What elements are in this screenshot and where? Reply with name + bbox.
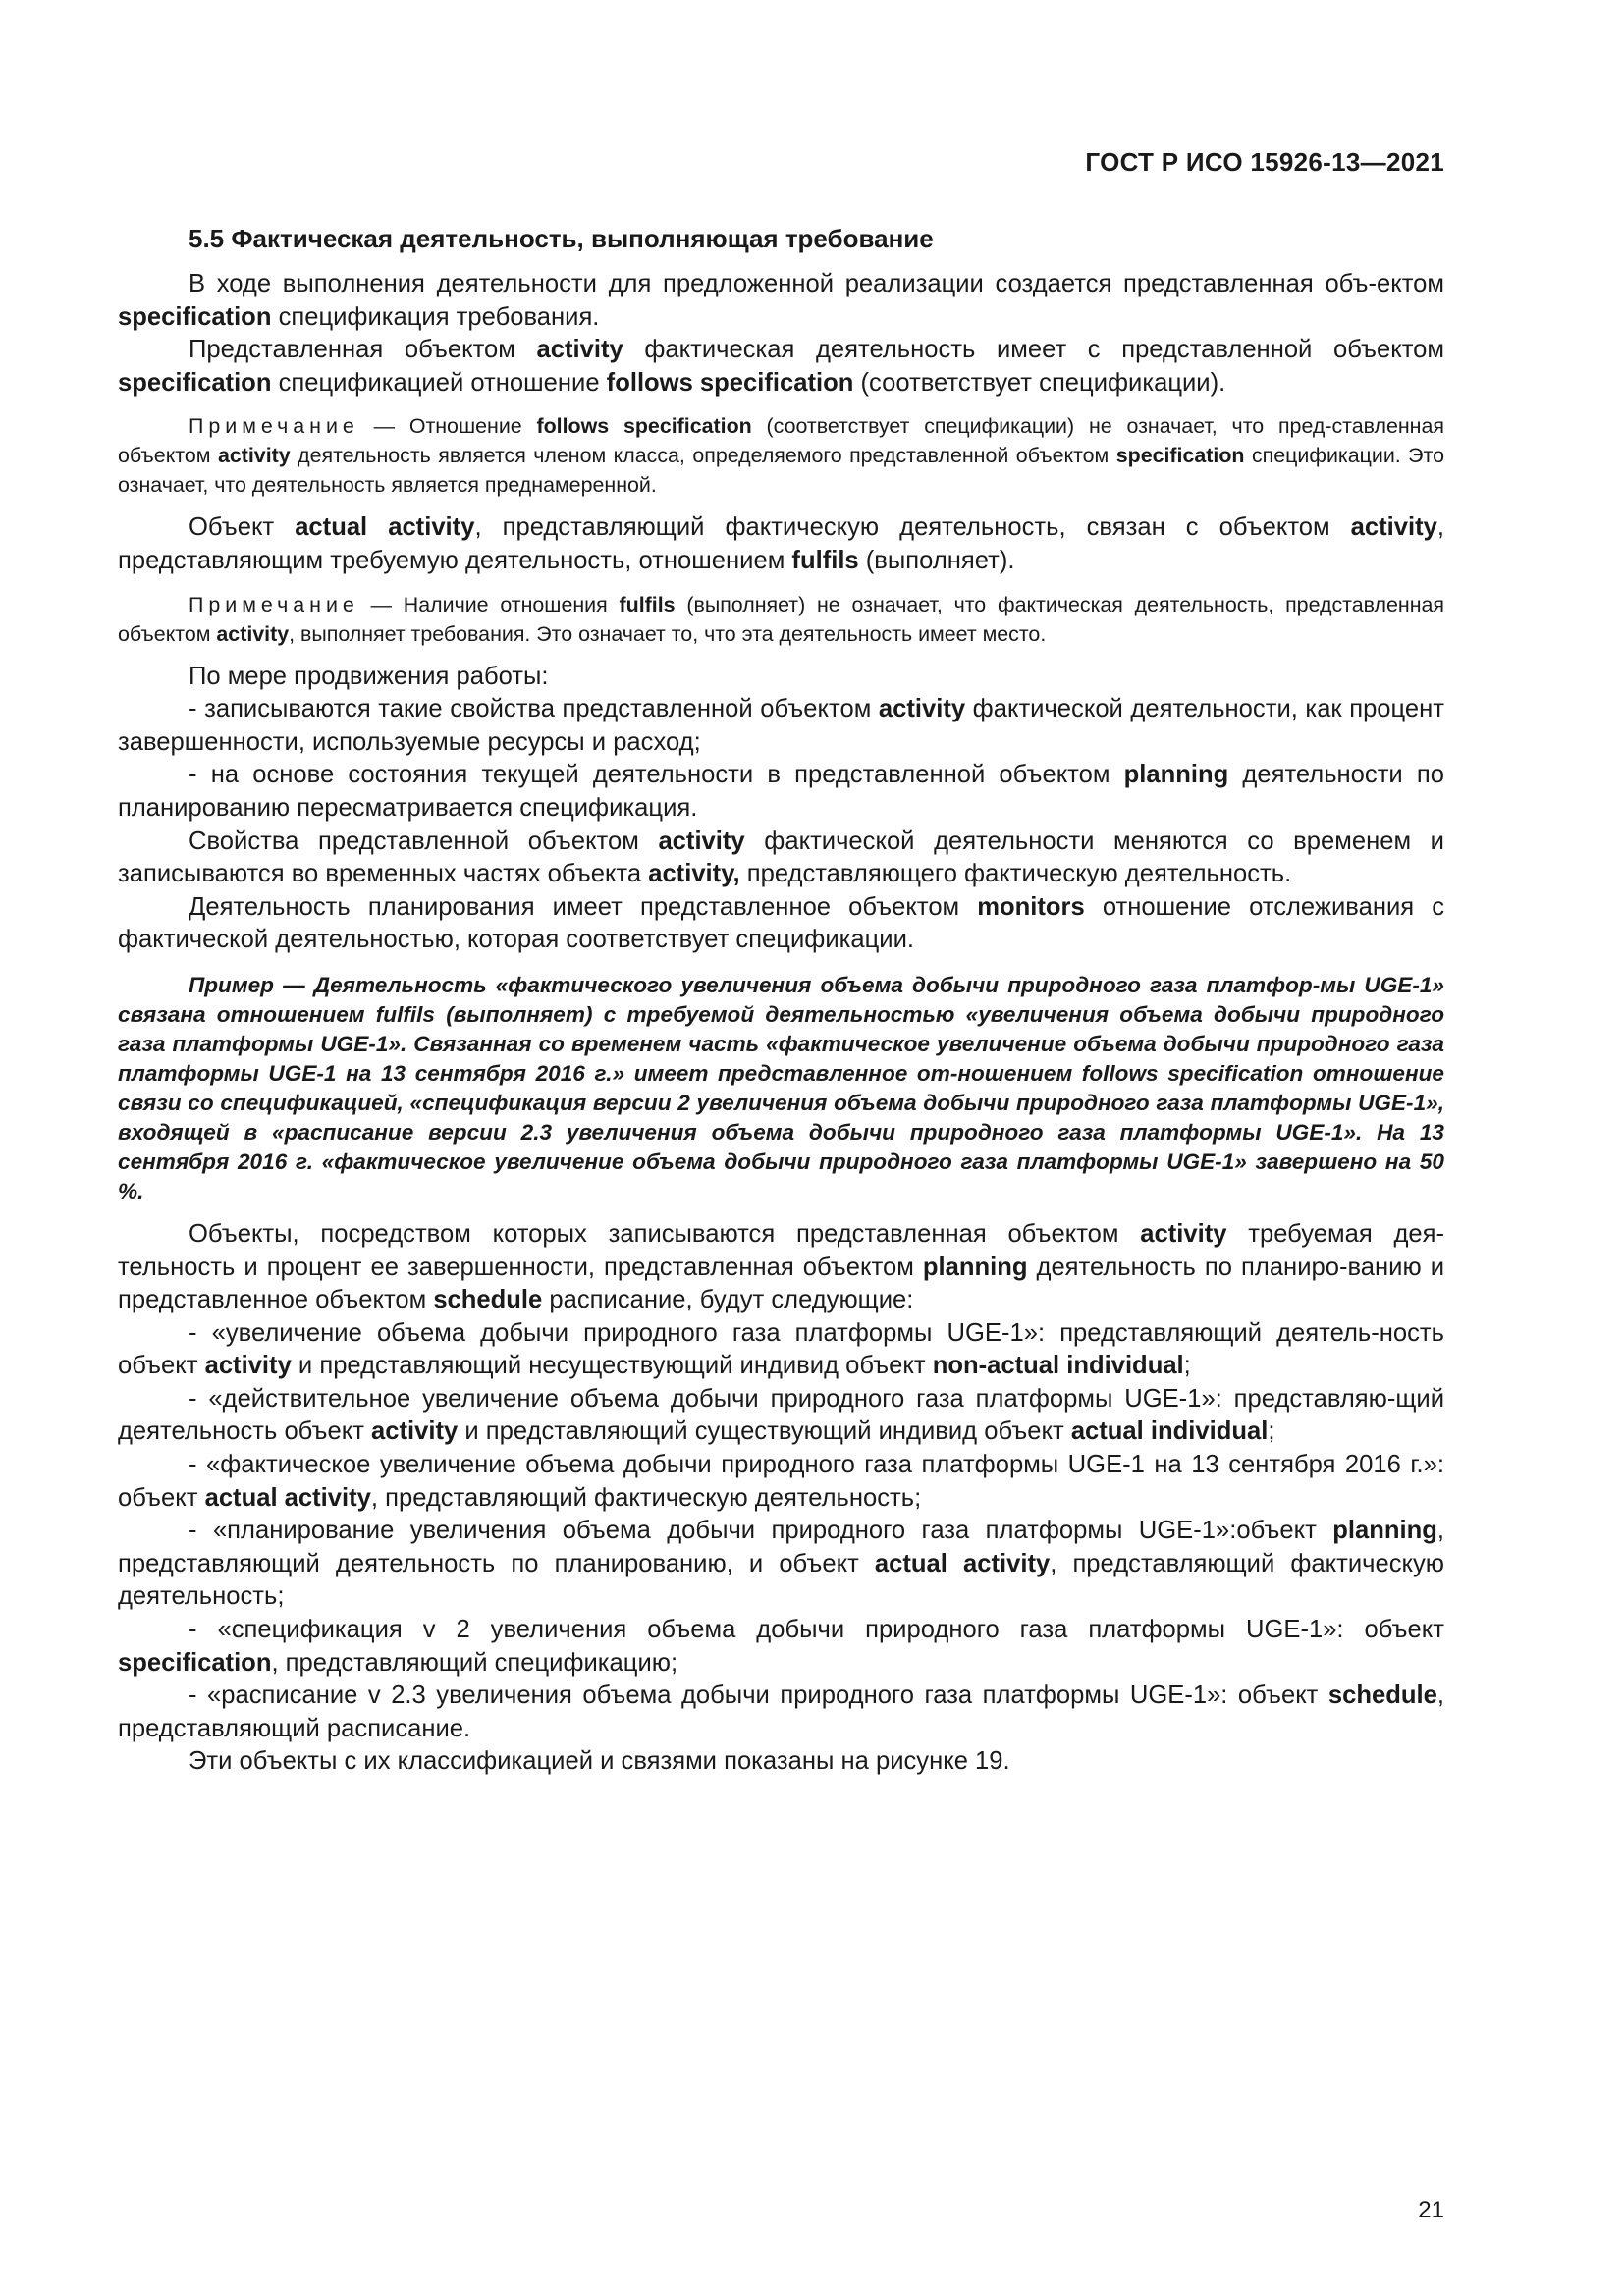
text-span: - «увеличение объема добычи природного газа платформы UGE-1»: представляющий деятель-ность объект — [118, 1318, 1444, 1380]
section-heading: 5.5 Фактическая деятельность, выполняющая требование — [189, 224, 934, 253]
example-block: Пример — Деятельность «фактического увеличения объема добычи природного газа платфор-мы UGE-1» связана отношением fulfils (выполняет) с требуемой деятельностью «увеличения объема добычи природного газа платформы UGE-1». Связанная со временем часть «фактическое увеличение объема добычи природного газа платформы UGE-1 на 13 сентября 2016 г.» имеет представленное от-ношением follows specification отношение связи со спецификацией, «спецификация версии 2 увеличения объема добычи природного газа платформы UGE-1», входящей в «расписание версии 2.3 увеличения объема добычи природного газа платформы UGE-1». На 13 сентября 2016 г. «фактическое увеличение объема добычи природного газа платформы UGE-1» завершено на 50 %. — [118, 972, 1444, 1203]
text-span: фактической деятельности меняются со временем и записываются во временных частях объекта — [118, 827, 1444, 888]
text-span: спецификацией отношение — [271, 368, 607, 397]
text-span: отношение отслеживания с фактической деятельностью, которая соответствует спецификации. — [118, 892, 1444, 954]
text-span: представляющего фактическую деятельность. — [739, 860, 1292, 888]
text-span: - «спецификация v 2 увеличения объема добычи природного газа платформы UGE-1»: объект — [189, 1616, 1444, 1644]
text-span: (выполняет) не означает, что фактическая деятельность, представленная объектом — [118, 592, 1444, 646]
term-follows-specification: follows specification — [536, 414, 752, 439]
term-activity: activity — [878, 695, 966, 723]
paragraph-5 — [118, 826, 1444, 891]
text-span: , представляющий фактическую деятельность; — [118, 1549, 1445, 1611]
list-item — [118, 1680, 1444, 1745]
page-body — [118, 224, 1444, 1779]
term-specification: specification — [1115, 444, 1245, 468]
term-fulfils: fulfils — [791, 546, 859, 574]
text-span: , выполняет требования. Это означает то, что эта деятельность имеет место. — [289, 621, 1047, 646]
note-label: Примечание — [189, 592, 359, 616]
paragraph-8: Эти объекты с их классификацией и связями показаны на рисунке 19. — [189, 1747, 1010, 1776]
text-span: - «расписание v 2.3 увеличения объема добычи природного газа платформы UGE-1»: объект — [189, 1682, 1328, 1710]
term-specification: specification — [118, 368, 272, 397]
term-planning: planning — [922, 1253, 1028, 1281]
text-span: - «фактическое увеличение объема добычи природного газа платформы UGE-1 на 13 сентября 2016 г.»: объект — [118, 1451, 1444, 1512]
term-activity: activity — [204, 1352, 292, 1380]
term-fulfils: fulfils — [619, 592, 676, 616]
term-follows-specification: follows specification — [606, 368, 854, 397]
page-number: 21 — [1418, 2197, 1444, 2223]
text-span: - записываются такие свойства представленной объектом — [189, 695, 879, 723]
text-span: деятельность по планиро-ванию и представленное объектом — [118, 1253, 1444, 1314]
text-span: , представляющий фактическую деятельность, связан с объектом — [474, 513, 1351, 542]
term-actual-activity: actual activity — [295, 513, 475, 542]
term-planning: planning — [1123, 761, 1229, 789]
list-item — [118, 1515, 1444, 1614]
note-label: Примечание — [189, 414, 359, 439]
text-span: — Наличие отношения — [358, 592, 620, 616]
text-span: и представляющий несуществующий индивид объект — [291, 1352, 933, 1380]
list-item — [118, 1317, 1444, 1383]
text-span: деятельности по планированию пересматривается спецификация. — [118, 761, 1444, 822]
text-span: , представляющий деятельность по планированию, и объект — [118, 1517, 1444, 1577]
text-span: , представляющим требуемую деятельность, отношением — [118, 513, 1444, 574]
term-actual-individual: actual individual — [1070, 1417, 1269, 1446]
term-activity: activity — [217, 444, 291, 468]
term-monitors: monitors — [977, 892, 1085, 921]
term-actual-activity: actual activity — [204, 1483, 371, 1512]
text-span: - на основе состояния текущей деятельности в представленной объектом — [189, 761, 1124, 789]
term-non-actual-individual: non-actual individual — [932, 1352, 1184, 1380]
list-item — [118, 1449, 1444, 1515]
text-span: - «действительное увеличение объема добычи природного газа платформы UGE-1»: представляю-щий деятельность объект — [118, 1384, 1444, 1446]
text-span: (соответствует спецификации) не означает, что пред-ставленная объектом — [118, 414, 1444, 468]
list-item — [118, 1614, 1444, 1680]
term-activity: activity — [216, 621, 290, 646]
text-span: фактической деятельности, как процент завершенности, используемые ресурсы и расход; — [118, 695, 1444, 756]
text-span: , представляющий фактическую деятельность; — [370, 1483, 922, 1512]
text-span: Свойства представленной объектом — [189, 827, 659, 855]
paragraph-7 — [118, 1218, 1444, 1317]
text-span: (выполняет). — [858, 546, 1015, 574]
text-span: Деятельность планирования имеет представленное объектом — [189, 892, 978, 921]
term-activity: activity — [371, 1417, 459, 1446]
term-actual-activity: actual activity — [874, 1549, 1051, 1577]
text-span: Объекты, посредством которых записываются представленная объектом — [189, 1219, 1141, 1248]
document-code: ГОСТ Р ИСО 15926-13—2021 — [1085, 147, 1444, 177]
text-span: ; — [1268, 1417, 1275, 1446]
paragraph-2 — [118, 334, 1444, 400]
term-activity: activity — [536, 336, 623, 364]
text-span: - «планирование увеличения объема добычи природного газа платформы UGE-1»:объект — [189, 1517, 1333, 1545]
term-activity: activity — [658, 827, 745, 855]
term-activity: activity — [1350, 513, 1437, 542]
paragraph-1 — [118, 268, 1444, 334]
paragraph-3 — [118, 511, 1444, 577]
paragraph-4: По мере продвижения работы: — [189, 662, 549, 690]
list-item — [118, 693, 1444, 759]
text-span: и представляющий существующий индивид объект — [458, 1417, 1071, 1446]
text-span: Представленная объектом — [189, 336, 537, 364]
note-2 — [118, 590, 1444, 649]
list-item — [118, 1383, 1444, 1449]
text-span: ; — [1183, 1352, 1191, 1380]
term-planning: planning — [1332, 1517, 1437, 1545]
term-schedule: schedule — [433, 1286, 543, 1314]
text-span: фактическая деятельность имеет с представленной объектом — [623, 336, 1444, 364]
text-span: — Отношение — [358, 414, 537, 439]
term-specification: specification — [118, 1648, 272, 1677]
note-1 — [118, 411, 1444, 500]
text-span: (соответствует спецификации). — [853, 368, 1226, 397]
text-span: спецификации. Это означает, что деятельность является преднамеренной. — [118, 444, 1444, 498]
text-span: деятельность является членом класса, определяемого представленной объектом — [290, 444, 1116, 468]
term-specification: specification — [118, 302, 272, 331]
text-span: Объект — [189, 513, 296, 542]
text-span: В ходе выполнения деятельности для предложенной реализации создается представленная объ-ектом — [189, 270, 1444, 297]
text-span: требуемая дея-тельность и процент ее завершенности, представленная объектом — [118, 1219, 1444, 1281]
term-schedule: schedule — [1327, 1682, 1437, 1710]
text-span: , представляющий расписание. — [118, 1682, 1444, 1742]
term-activity: activity — [1140, 1219, 1227, 1248]
list-item — [118, 759, 1444, 825]
text-span: спецификация требования. — [271, 302, 600, 331]
paragraph-6 — [118, 891, 1444, 957]
text-span: расписание, будут следующие: — [542, 1286, 914, 1314]
text-span: , представляющий спецификацию; — [271, 1648, 678, 1677]
term-activity: activity, — [648, 860, 740, 888]
